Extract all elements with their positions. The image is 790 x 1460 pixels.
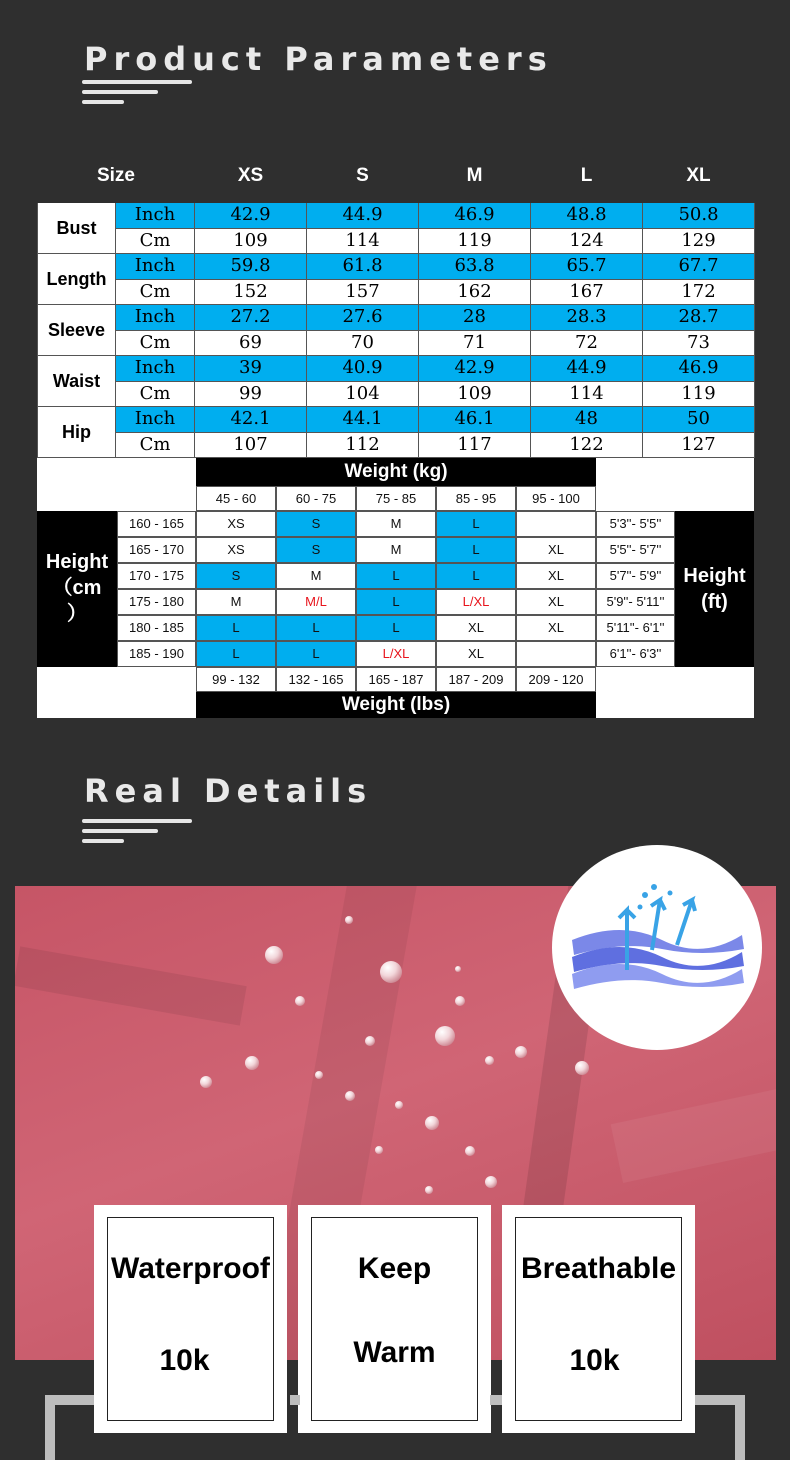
water-droplet: [455, 996, 465, 1006]
size-recommendation: M: [356, 537, 436, 563]
water-droplet: [200, 1076, 212, 1088]
size-value: 109: [419, 381, 531, 407]
size-value: 114: [307, 228, 419, 254]
size-header-l: L: [531, 150, 643, 203]
size-recommendation: [516, 641, 596, 667]
water-droplet: [265, 946, 283, 964]
size-value: 70: [307, 330, 419, 356]
size-value: 63.8: [419, 254, 531, 280]
size-recommendation: XL: [516, 615, 596, 641]
size-chart-table: [37, 149, 755, 458]
size-value: 46.9: [643, 356, 755, 382]
feature-label: Breathable: [520, 1252, 677, 1285]
size-value: 42.9: [195, 203, 307, 229]
measure-label: Length: [38, 254, 116, 305]
size-value: 72: [531, 330, 643, 356]
size-header-s: S: [307, 150, 419, 203]
height-cm-range: 160 - 165: [117, 511, 196, 537]
height-ft-range: 5'5''- 5'7'': [596, 537, 675, 563]
size-recommendation: M: [276, 563, 356, 589]
height-cm-range: 180 - 185: [117, 615, 196, 641]
water-droplet: [425, 1186, 433, 1194]
measure-label: Waist: [38, 356, 116, 407]
unit-label: Cm: [116, 381, 195, 407]
feature-label: Waterproof: [111, 1252, 270, 1285]
weight-height-size-guide: [37, 458, 754, 718]
height-cm-range: 165 - 170: [117, 537, 196, 563]
size-value: 114: [531, 381, 643, 407]
size-value: 46.1: [419, 407, 531, 433]
size-value: 119: [643, 381, 755, 407]
size-row-sleeve-inch: [38, 305, 755, 331]
size-value: 39: [195, 356, 307, 382]
size-row-bust-cm: [38, 228, 755, 254]
size-value: 40.9: [307, 356, 419, 382]
size-row-length-inch: [38, 254, 755, 280]
bottom-frame-decoration: [40, 1390, 750, 1460]
size-recommendation: XL: [516, 563, 596, 589]
weight-lbs-range: 132 - 165: [276, 667, 356, 692]
unit-label: Cm: [116, 330, 195, 356]
size-value: 59.8: [195, 254, 307, 280]
feature-label: Keep: [357, 1252, 432, 1285]
size-recommendation: M: [356, 511, 436, 537]
size-recommendation: L: [196, 615, 276, 641]
size-recommendation: L/XL: [356, 641, 436, 667]
water-droplet: [245, 1056, 259, 1070]
size-recommendation: L: [356, 589, 436, 615]
size-recommendation: L: [436, 563, 516, 589]
water-droplet: [575, 1061, 589, 1075]
size-value: 119: [419, 228, 531, 254]
unit-label: Cm: [116, 228, 195, 254]
water-droplet: [515, 1046, 527, 1058]
size-value: 65.7: [531, 254, 643, 280]
size-value: 73: [643, 330, 755, 356]
size-value: 99: [195, 381, 307, 407]
size-value: 117: [419, 432, 531, 458]
size-recommendation: S: [196, 563, 276, 589]
water-droplet: [395, 1101, 403, 1109]
size-value: 42.1: [195, 407, 307, 433]
feature-value: Warm: [353, 1336, 436, 1369]
size-value: 44.1: [307, 407, 419, 433]
water-droplet: [365, 1036, 375, 1046]
height-ft-range: 5'7''- 5'9'': [596, 563, 675, 589]
measure-label: Hip: [38, 407, 116, 458]
size-value: 48.8: [531, 203, 643, 229]
size-value: 44.9: [307, 203, 419, 229]
size-recommendation: L: [356, 563, 436, 589]
water-droplet: [455, 966, 461, 972]
size-value: 129: [643, 228, 755, 254]
size-recommendation: M: [196, 589, 276, 615]
size-value: 107: [195, 432, 307, 458]
unit-label: Cm: [116, 279, 195, 305]
height-ft-range: 5'11''- 6'1'': [596, 615, 675, 641]
measure-label: Sleeve: [38, 305, 116, 356]
size-value: 28.3: [531, 305, 643, 331]
size-recommendation: XL: [436, 641, 516, 667]
feature-value: 10k: [159, 1344, 210, 1377]
size-recommendation: L: [436, 511, 516, 537]
size-value: 162: [419, 279, 531, 305]
size-value: 104: [307, 381, 419, 407]
water-droplet: [295, 996, 305, 1006]
size-row-bust-inch: [38, 203, 755, 229]
size-value: 127: [643, 432, 755, 458]
height-cm-range: 185 - 190: [117, 641, 196, 667]
title-underline-decoration: [82, 80, 192, 114]
size-recommendation: M/L: [276, 589, 356, 615]
size-row-hip-inch: [38, 407, 755, 433]
weight-kg-range: 85 - 95: [436, 486, 516, 511]
unit-label: Inch: [116, 305, 195, 331]
size-row-sleeve-cm: [38, 330, 755, 356]
water-droplet: [465, 1146, 475, 1156]
weight-lbs-range: 165 - 187: [356, 667, 436, 692]
real-details-title: Real Details: [84, 772, 373, 810]
size-recommendation: S: [276, 511, 356, 537]
size-value: 27.2: [195, 305, 307, 331]
size-value: 28: [419, 305, 531, 331]
size-recommendation: XL: [516, 537, 596, 563]
weight-kg-range: 60 - 75: [276, 486, 356, 511]
water-droplet: [425, 1116, 439, 1130]
size-row-waist-cm: [38, 381, 755, 407]
unit-label: Inch: [116, 203, 195, 229]
size-value: 50.8: [643, 203, 755, 229]
feature-value: 10k: [569, 1344, 620, 1377]
size-header-xs: XS: [195, 150, 307, 203]
water-droplet: [345, 916, 353, 924]
size-value: 122: [531, 432, 643, 458]
water-droplet: [485, 1056, 494, 1065]
size-recommendation: L: [276, 641, 356, 667]
size-value: 28.7: [643, 305, 755, 331]
weight-lbs-range: 187 - 209: [436, 667, 516, 692]
size-header-m: M: [419, 150, 531, 203]
unit-label: Cm: [116, 432, 195, 458]
size-value: 48: [531, 407, 643, 433]
unit-label: Inch: [116, 407, 195, 433]
size-recommendation: S: [276, 537, 356, 563]
size-recommendation: L: [436, 537, 516, 563]
measure-label: Bust: [38, 203, 116, 254]
size-recommendation: XS: [196, 537, 276, 563]
water-droplet: [345, 1091, 355, 1101]
weight-kg-label: Weight (kg): [196, 458, 596, 486]
weight-kg-range: 95 - 100: [516, 486, 596, 511]
size-value: 124: [531, 228, 643, 254]
size-value: 167: [531, 279, 643, 305]
water-droplet: [375, 1146, 383, 1154]
height-cm-label: Height （cm ）: [37, 511, 117, 667]
weight-lbs-label: Weight (lbs): [196, 692, 596, 718]
water-droplet: [435, 1026, 455, 1046]
unit-label: Inch: [116, 254, 195, 280]
size-value: 109: [195, 228, 307, 254]
size-value: 71: [419, 330, 531, 356]
water-droplet: [485, 1176, 497, 1188]
size-recommendation: XL: [436, 615, 516, 641]
water-droplet: [380, 961, 402, 983]
height-ft-range: 5'3''- 5'5'': [596, 511, 675, 537]
weight-lbs-range: 209 - 120: [516, 667, 596, 692]
weight-kg-range: 75 - 85: [356, 486, 436, 511]
height-ft-range: 6'1''- 6'3'': [596, 641, 675, 667]
size-row-waist-inch: [38, 356, 755, 382]
size-value: 42.9: [419, 356, 531, 382]
size-value: 152: [195, 279, 307, 305]
title-underline-decoration: [82, 819, 192, 853]
size-value: 27.6: [307, 305, 419, 331]
size-recommendation: L: [356, 615, 436, 641]
size-value: 46.9: [419, 203, 531, 229]
weight-kg-range: 45 - 60: [196, 486, 276, 511]
height-ft-range: 5'9''- 5'11'': [596, 589, 675, 615]
product-parameters-title: Product Parameters: [84, 40, 553, 78]
size-value: 157: [307, 279, 419, 305]
unit-label: Inch: [116, 356, 195, 382]
size-value: 50: [643, 407, 755, 433]
size-recommendation: L: [276, 615, 356, 641]
size-recommendation: XS: [196, 511, 276, 537]
height-cm-range: 175 - 180: [117, 589, 196, 615]
size-header-xl: XL: [643, 150, 755, 203]
size-value: 112: [307, 432, 419, 458]
height-cm-range: 170 - 175: [117, 563, 196, 589]
size-row-length-cm: [38, 279, 755, 305]
size-value: 69: [195, 330, 307, 356]
size-row-hip-cm: [38, 432, 755, 458]
size-value: 172: [643, 279, 755, 305]
size-header-label: Size: [38, 150, 195, 203]
weight-lbs-range: 99 - 132: [196, 667, 276, 692]
size-recommendation: L/XL: [436, 589, 516, 615]
size-recommendation: [516, 511, 596, 537]
size-value: 61.8: [307, 254, 419, 280]
height-ft-label: Height (ft): [675, 511, 754, 667]
size-value: 44.9: [531, 356, 643, 382]
waterproof-fabric-layers-icon: [552, 845, 762, 1050]
size-recommendation: L: [196, 641, 276, 667]
size-recommendation: XL: [516, 589, 596, 615]
size-value: 67.7: [643, 254, 755, 280]
water-droplet: [315, 1071, 323, 1079]
